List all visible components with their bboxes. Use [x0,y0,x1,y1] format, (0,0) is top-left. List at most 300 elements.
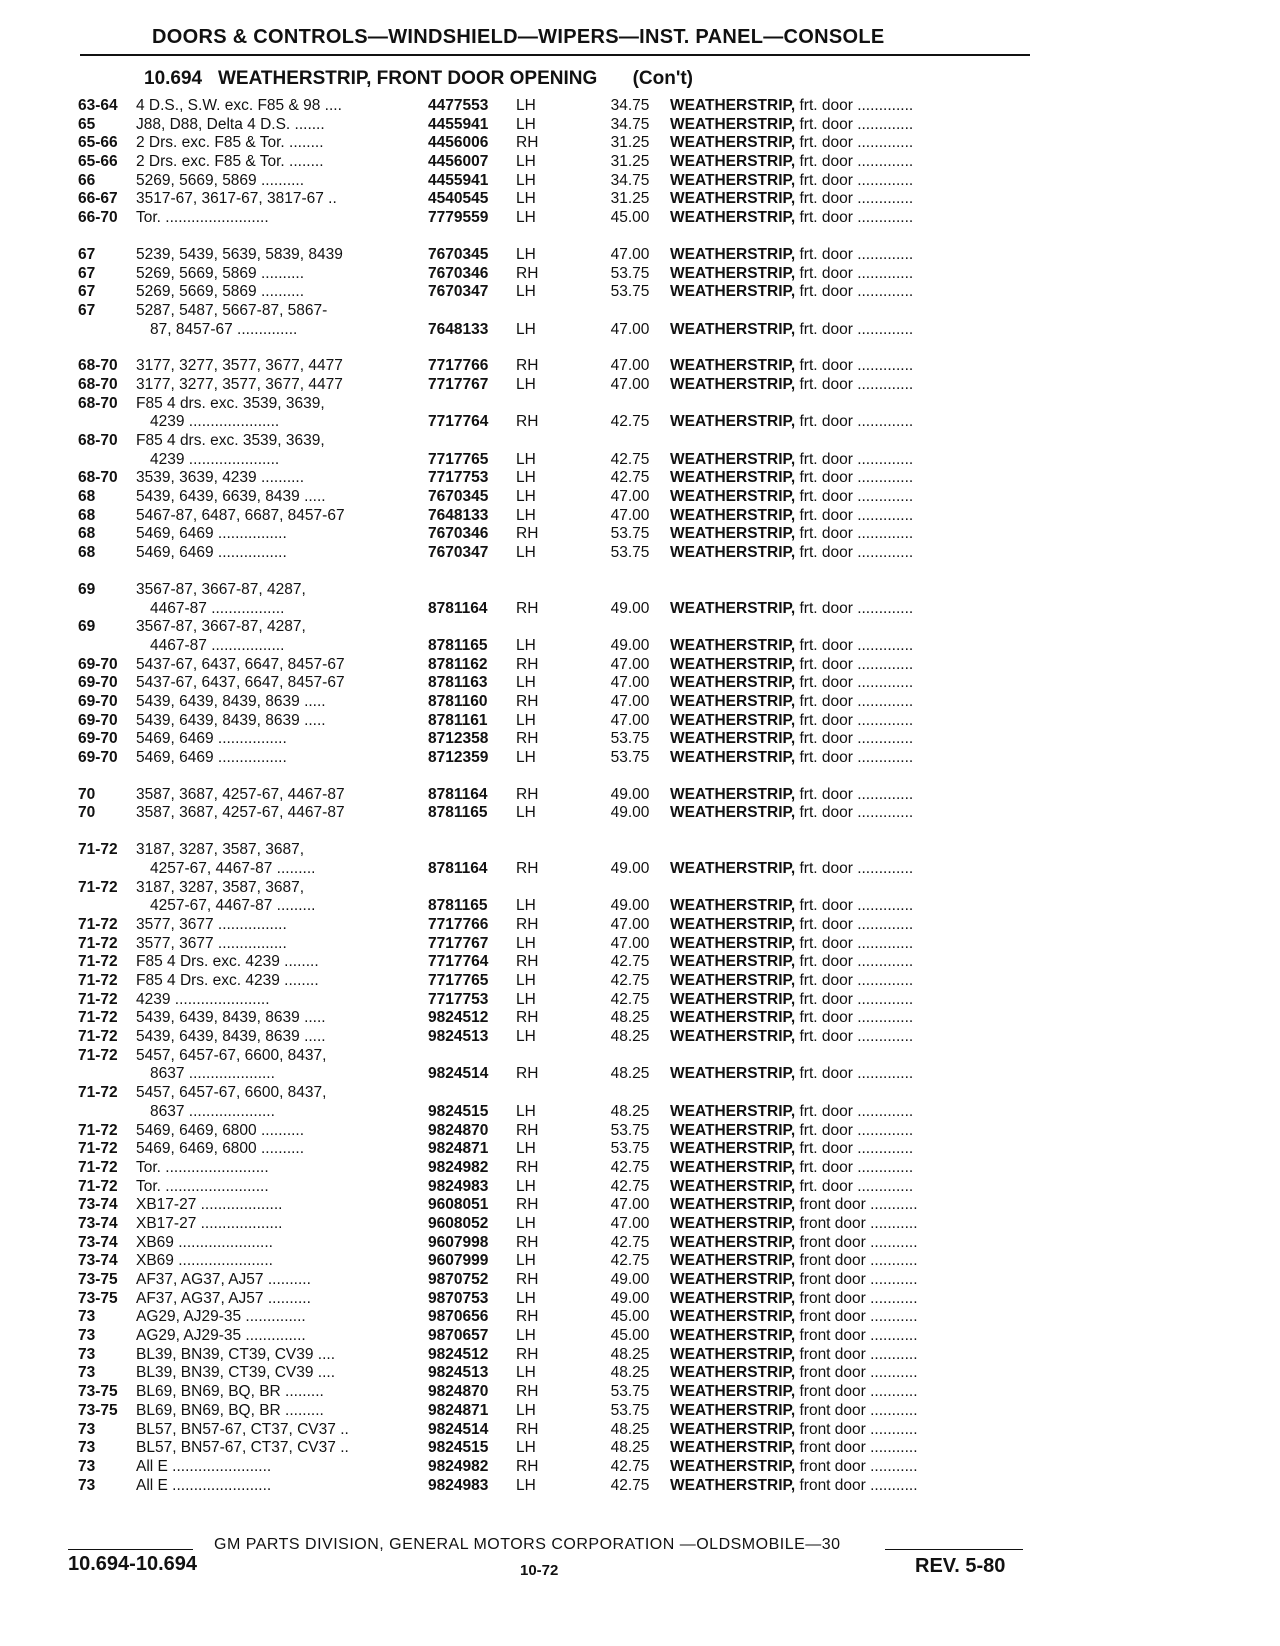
side: LH [516,1439,536,1457]
description-keyword: WEATHERSTRIP, [670,897,796,915]
description-keyword: WEATHERSTRIP, [670,674,796,692]
model-year: 66-67 [78,190,118,208]
side: LH [516,320,536,338]
part-description [670,1290,918,1309]
part-description [670,1065,913,1084]
price: 47.00 [610,674,650,692]
model-year: 69-70 [78,674,118,692]
price: 42.75 [610,1177,650,1195]
price: 49.00 [610,636,650,654]
price: 53.75 [610,749,650,767]
model-line-1: AG29, AJ29-35 .............. [136,1327,306,1345]
price: 53.75 [610,544,650,562]
part-number: 7670346 [428,264,489,282]
description-rest: frt. door ............. [795,115,914,133]
description-rest: frt. door ............. [795,971,914,989]
part-number: 9824871 [428,1140,489,1158]
model-year: 66-70 [78,209,118,227]
side: LH [516,971,536,989]
model-line-1: Tor. ........................ [136,1177,269,1195]
parts-row [78,116,1038,135]
price: 42.75 [610,1476,650,1494]
part-number: 7717765 [428,971,489,989]
side: LH [516,804,536,822]
part-description [670,786,913,805]
parts-row [78,1084,1038,1121]
side: LH [516,934,536,952]
side: RH [516,525,539,543]
part-description [670,507,913,526]
part-description [670,1383,918,1402]
model-year: 73-75 [78,1383,118,1401]
description-rest: frt. door ............. [795,469,914,487]
model-line-1: 5437-67, 6437, 6647, 8457-67 [136,674,345,692]
side: LH [516,1401,536,1419]
model-year: 73-75 [78,1401,118,1419]
description-rest: front door ........... [795,1308,918,1326]
description-keyword: WEATHERSTRIP, [670,636,796,654]
model-line-1: 3587, 3687, 4257-67, 4467-87 [136,804,345,822]
parts-row [78,1327,1038,1346]
part-description [670,897,913,916]
side: LH [516,1476,536,1494]
part-number: 9608051 [428,1196,489,1214]
part-description [670,1103,913,1122]
description-rest: front door ........... [795,1252,918,1270]
part-number: 4456006 [428,134,489,152]
model-line-1: BL39, BN39, CT39, CV39 .... [136,1364,336,1382]
part-number: 7670345 [428,488,489,506]
part-description [670,674,913,693]
page-header-title: DOORS & CONTROLS—WINDSHIELD—WIPERS—INST. PANEL—CONSOLE [152,26,885,48]
part-number: 7670347 [428,283,489,301]
parts-row [78,804,1038,823]
side: LH [516,1327,536,1345]
side: LH [516,1140,536,1158]
model-year: 71-72 [78,1046,118,1064]
model-line-1: BL57, BN57-67, CT37, CV37 .. [136,1439,349,1457]
model-line-1: F85 4 drs. exc. 3539, 3639, [136,432,325,450]
description-rest: frt. door ............. [795,1009,914,1027]
parts-row [78,749,1038,768]
side: LH [516,674,536,692]
part-number: 9608052 [428,1214,489,1232]
side: LH [516,488,536,506]
price: 47.00 [610,506,650,524]
description-keyword: WEATHERSTRIP, [670,990,796,1008]
model-line-1: 4239 ...................... [136,990,270,1008]
price: 53.75 [610,1401,650,1419]
description-keyword: WEATHERSTRIP, [670,1121,796,1139]
parts-row [78,1439,1038,1458]
model-line-2: 87, 8457-67 .............. [150,320,298,338]
description-rest: frt. door ............. [795,320,914,338]
description-rest: frt. door ............. [795,190,914,208]
model-line-1: 5469, 6469 ................ [136,544,287,562]
part-number: 4456007 [428,153,489,171]
model-line-1: 5469, 6469 ................ [136,749,287,767]
model-line-2: 4257-67, 4467-87 ......... [150,897,316,915]
part-description [670,1159,913,1178]
description-rest: front door ........... [795,1476,918,1494]
model-line-1: Tor. ........................ [136,1158,269,1176]
price: 47.00 [610,320,650,338]
part-number: 9870752 [428,1271,489,1289]
part-number: 9824983 [428,1476,489,1494]
side: RH [516,730,539,748]
parts-row [78,730,1038,749]
model-line-2: 4239 ..................... [150,450,280,468]
part-number: 7648133 [428,320,489,338]
description-rest: frt. door ............. [795,1140,914,1158]
parts-row [78,972,1038,991]
model-line-1: 3187, 3287, 3587, 3687, [136,878,305,896]
model-line-1: 3577, 3677 ................ [136,915,287,933]
parts-row [78,1477,1038,1496]
description-rest: front door ........... [795,1327,918,1345]
model-line-2: 4239 ..................... [150,413,280,431]
model-line-1: 3567-87, 3667-87, 4287, [136,580,306,598]
model-year: 67 [78,264,96,282]
model-year: 73-74 [78,1233,118,1251]
price: 53.75 [610,1121,650,1139]
model-year: 69-70 [78,749,118,767]
part-description [670,357,913,376]
part-number: 7717767 [428,934,489,952]
model-year: 69-70 [78,711,118,729]
description-rest: frt. door ............. [795,711,914,729]
price: 49.00 [610,897,650,915]
parts-row [78,1421,1038,1440]
part-description [670,544,913,563]
description-rest: front door ........... [795,1233,918,1251]
description-keyword: WEATHERSTRIP, [670,190,796,208]
part-description [670,413,913,432]
model-year: 68-70 [78,375,118,393]
description-keyword: WEATHERSTRIP, [670,953,796,971]
part-number: 9824982 [428,1457,489,1475]
parts-row [78,674,1038,693]
model-year: 68 [78,488,96,506]
section-number: 10.694 [144,68,203,89]
description-keyword: WEATHERSTRIP, [670,171,796,189]
model-year: 68 [78,525,96,543]
side: RH [516,134,539,152]
description-keyword: WEATHERSTRIP, [670,1009,796,1027]
price: 31.25 [610,153,650,171]
model-line-1: 5469, 6469 ................ [136,730,287,748]
description-rest: frt. door ............. [795,171,914,189]
model-year: 71-72 [78,1028,118,1046]
description-rest: frt. door ............. [795,749,914,767]
price: 47.00 [610,357,650,375]
part-description [670,656,913,675]
part-number: 7717765 [428,450,489,468]
part-number: 8712358 [428,730,489,748]
part-number: 9824513 [428,1028,489,1046]
part-number: 9824870 [428,1121,489,1139]
description-keyword: WEATHERSTRIP, [670,1476,796,1494]
section-title [144,68,693,90]
description-rest: frt. door ............. [795,209,914,227]
model-year: 73 [78,1327,96,1345]
model-year: 67 [78,301,96,319]
description-rest: frt. door ............. [795,674,914,692]
description-keyword: WEATHERSTRIP, [670,264,796,282]
description-keyword: WEATHERSTRIP, [670,506,796,524]
part-description [670,1196,918,1215]
side: LH [516,171,536,189]
parts-row [78,246,1038,265]
model-line-1: 5439, 6439, 8439, 8639 ..... [136,711,326,729]
side: LH [516,1364,536,1382]
model-line-1: 5269, 5669, 5869 .......... [136,171,305,189]
model-line-1: 2 Drs. exc. F85 & Tor. ........ [136,153,324,171]
parts-row [78,469,1038,488]
model-line-1: 5439, 6439, 6639, 8439 ..... [136,488,326,506]
side: LH [516,375,536,393]
side: RH [516,1420,539,1438]
model-line-1: 5469, 6469, 6800 .......... [136,1140,305,1158]
part-number: 8781160 [428,693,488,711]
description-keyword: WEATHERSTRIP, [670,375,796,393]
price: 42.75 [610,990,650,1008]
model-line-1: F85 4 drs. exc. 3539, 3639, [136,394,325,412]
side: RH [516,655,539,673]
description-rest: frt. door ............. [795,1102,914,1120]
parts-row [78,376,1038,395]
part-number: 9824870 [428,1383,489,1401]
parts-row [78,432,1038,469]
part-number: 4455941 [428,171,489,189]
parts-row [78,1028,1038,1047]
side: LH [516,1252,536,1270]
model-year: 67 [78,283,96,301]
part-description [670,1140,913,1159]
section-continued: (Con't) [632,68,694,89]
side: LH [516,1289,536,1307]
parts-row [78,488,1038,507]
description-keyword: WEATHERSTRIP, [670,804,796,822]
part-description [670,1009,913,1028]
model-year: 71-72 [78,1158,118,1176]
model-line-1: 3177, 3277, 3577, 3677, 4477 [136,375,343,393]
parts-row [78,1047,1038,1084]
price: 47.00 [610,915,650,933]
price: 42.75 [610,450,650,468]
description-rest: frt. door ............. [795,655,914,673]
part-description [670,1028,913,1047]
model-year: 71-72 [78,990,118,1008]
model-line-1: F85 4 Drs. exc. 4239 ........ [136,971,319,989]
description-keyword: WEATHERSTRIP, [670,525,796,543]
part-description [670,116,913,135]
part-number: 4455941 [428,115,489,133]
part-number: 8781164 [428,859,488,877]
description-keyword: WEATHERSTRIP, [670,1420,796,1438]
price: 47.00 [610,1214,650,1232]
description-rest: frt. door ............. [795,134,914,152]
description-rest: frt. door ............. [795,506,914,524]
side: RH [516,1158,539,1176]
price: 42.75 [610,971,650,989]
model-year: 73 [78,1476,96,1494]
description-rest: front door ........... [795,1439,918,1457]
model-year: 73 [78,1439,96,1457]
parts-row [78,395,1038,432]
price: 45.00 [610,1327,650,1345]
side: RH [516,915,539,933]
description-rest: front door ........... [795,1345,918,1363]
parts-row [78,1271,1038,1290]
model-line-1: F85 4 Drs. exc. 4239 ........ [136,953,319,971]
part-number: 8781164 [428,785,488,803]
side: LH [516,1214,536,1232]
model-line-1: All E ....................... [136,1457,272,1475]
description-rest: frt. door ............. [795,859,914,877]
side: LH [516,506,536,524]
description-rest: frt. door ............. [795,488,914,506]
part-number: 9824515 [428,1102,489,1120]
model-line-1: BL69, BN69, BQ, BR ......... [136,1401,324,1419]
price: 31.25 [610,134,650,152]
parts-row [78,953,1038,972]
description-rest: frt. door ............. [795,450,914,468]
description-rest: front door ........... [795,1214,918,1232]
description-rest: frt. door ............. [795,1065,914,1083]
model-line-1: 5439, 6439, 8439, 8639 ..... [136,693,326,711]
description-rest: front door ........... [795,1383,918,1401]
description-rest: frt. door ............. [795,153,914,171]
part-number: 7717767 [428,375,489,393]
part-description [670,153,913,172]
part-description [670,451,913,470]
parts-row [78,134,1038,153]
model-year: 73 [78,1420,96,1438]
description-keyword: WEATHERSTRIP, [670,711,796,729]
description-rest: frt. door ............. [795,97,914,114]
price: 49.00 [610,599,650,617]
model-year: 67 [78,245,96,263]
part-number: 9870753 [428,1289,489,1307]
model-line-1: 5287, 5487, 5667-87, 5867- [136,301,328,319]
part-number: 4540545 [428,190,489,208]
model-line-2: 4467-87 ................. [150,599,285,617]
model-year: 69-70 [78,730,118,748]
part-description [670,1252,918,1271]
part-description [670,172,913,191]
section-name: WEATHERSTRIP, FRONT DOOR OPENING [217,68,598,89]
side: RH [516,785,539,803]
description-keyword: WEATHERSTRIP, [670,1327,796,1345]
side: RH [516,1345,539,1363]
model-line-1: 5269, 5669, 5869 .......... [136,264,305,282]
description-keyword: WEATHERSTRIP, [670,1028,796,1046]
model-line-1: 5269, 5669, 5869 .......... [136,283,305,301]
side: LH [516,1102,536,1120]
model-year: 68 [78,506,96,524]
parts-row [78,935,1038,954]
part-description [670,1122,913,1141]
model-line-1: 4 D.S., S.W. exc. F85 & 98 .... [136,97,342,114]
part-number: 7717753 [428,990,489,1008]
side: LH [516,209,536,227]
price: 42.75 [610,1252,650,1270]
price: 48.25 [610,1364,650,1382]
part-description [670,1477,918,1496]
model-line-2: 4467-87 ................. [150,636,285,654]
parts-row [78,1234,1038,1253]
header-rule [80,54,1030,56]
parts-row [78,1383,1038,1402]
price: 47.00 [610,655,650,673]
parts-row [78,1122,1038,1141]
part-number: 8781164 [428,599,488,617]
parts-row [78,1215,1038,1234]
description-rest: frt. door ............. [795,544,914,562]
description-rest: frt. door ............. [795,375,914,393]
description-rest: frt. door ............. [795,953,914,971]
description-keyword: WEATHERSTRIP, [670,1065,796,1083]
side: LH [516,749,536,767]
part-number: 8781165 [428,636,488,654]
description-rest: front door ........... [795,1457,918,1475]
model-line-1: 5437-67, 6437, 6647, 8457-67 [136,655,345,673]
model-line-1: BL39, BN39, CT39, CV39 .... [136,1345,336,1363]
side: RH [516,1009,539,1027]
footer-reference: 10.694-10.694 [68,1553,198,1575]
part-number: 9870656 [428,1308,489,1326]
part-description [670,97,913,116]
price: 49.00 [610,859,650,877]
description-rest: frt. door ............. [795,1028,914,1046]
model-line-1: J88, D88, Delta 4 D.S. ....... [136,115,325,133]
description-keyword: WEATHERSTRIP, [670,1271,796,1289]
price: 53.75 [610,730,650,748]
part-description [670,916,913,935]
side: RH [516,1383,539,1401]
price: 34.75 [610,97,650,114]
footer-rule-left [68,1549,193,1550]
parts-row [78,544,1038,563]
description-keyword: WEATHERSTRIP, [670,1214,796,1232]
description-keyword: WEATHERSTRIP, [670,1140,796,1158]
model-line-1: Tor. ........................ [136,209,269,227]
price: 47.00 [610,711,650,729]
model-year: 73 [78,1457,96,1475]
part-description [670,265,913,284]
parts-row [78,507,1038,526]
description-rest: frt. door ............. [795,599,914,617]
part-description [670,860,913,879]
part-description [670,246,913,265]
description-rest: frt. door ............. [795,915,914,933]
part-description [670,991,913,1010]
part-number: 7717764 [428,953,489,971]
side: RH [516,1065,539,1083]
price: 42.75 [610,953,650,971]
description-keyword: WEATHERSTRIP, [670,469,796,487]
parts-row [78,357,1038,376]
model-line-1: 5439, 6439, 8439, 8639 ..... [136,1028,326,1046]
price: 42.75 [610,1158,650,1176]
description-keyword: WEATHERSTRIP, [670,1233,796,1251]
model-line-2: 8637 .................... [150,1065,275,1083]
part-description [670,190,913,209]
parts-row [78,265,1038,284]
description-keyword: WEATHERSTRIP, [670,450,796,468]
part-description [670,1215,918,1234]
